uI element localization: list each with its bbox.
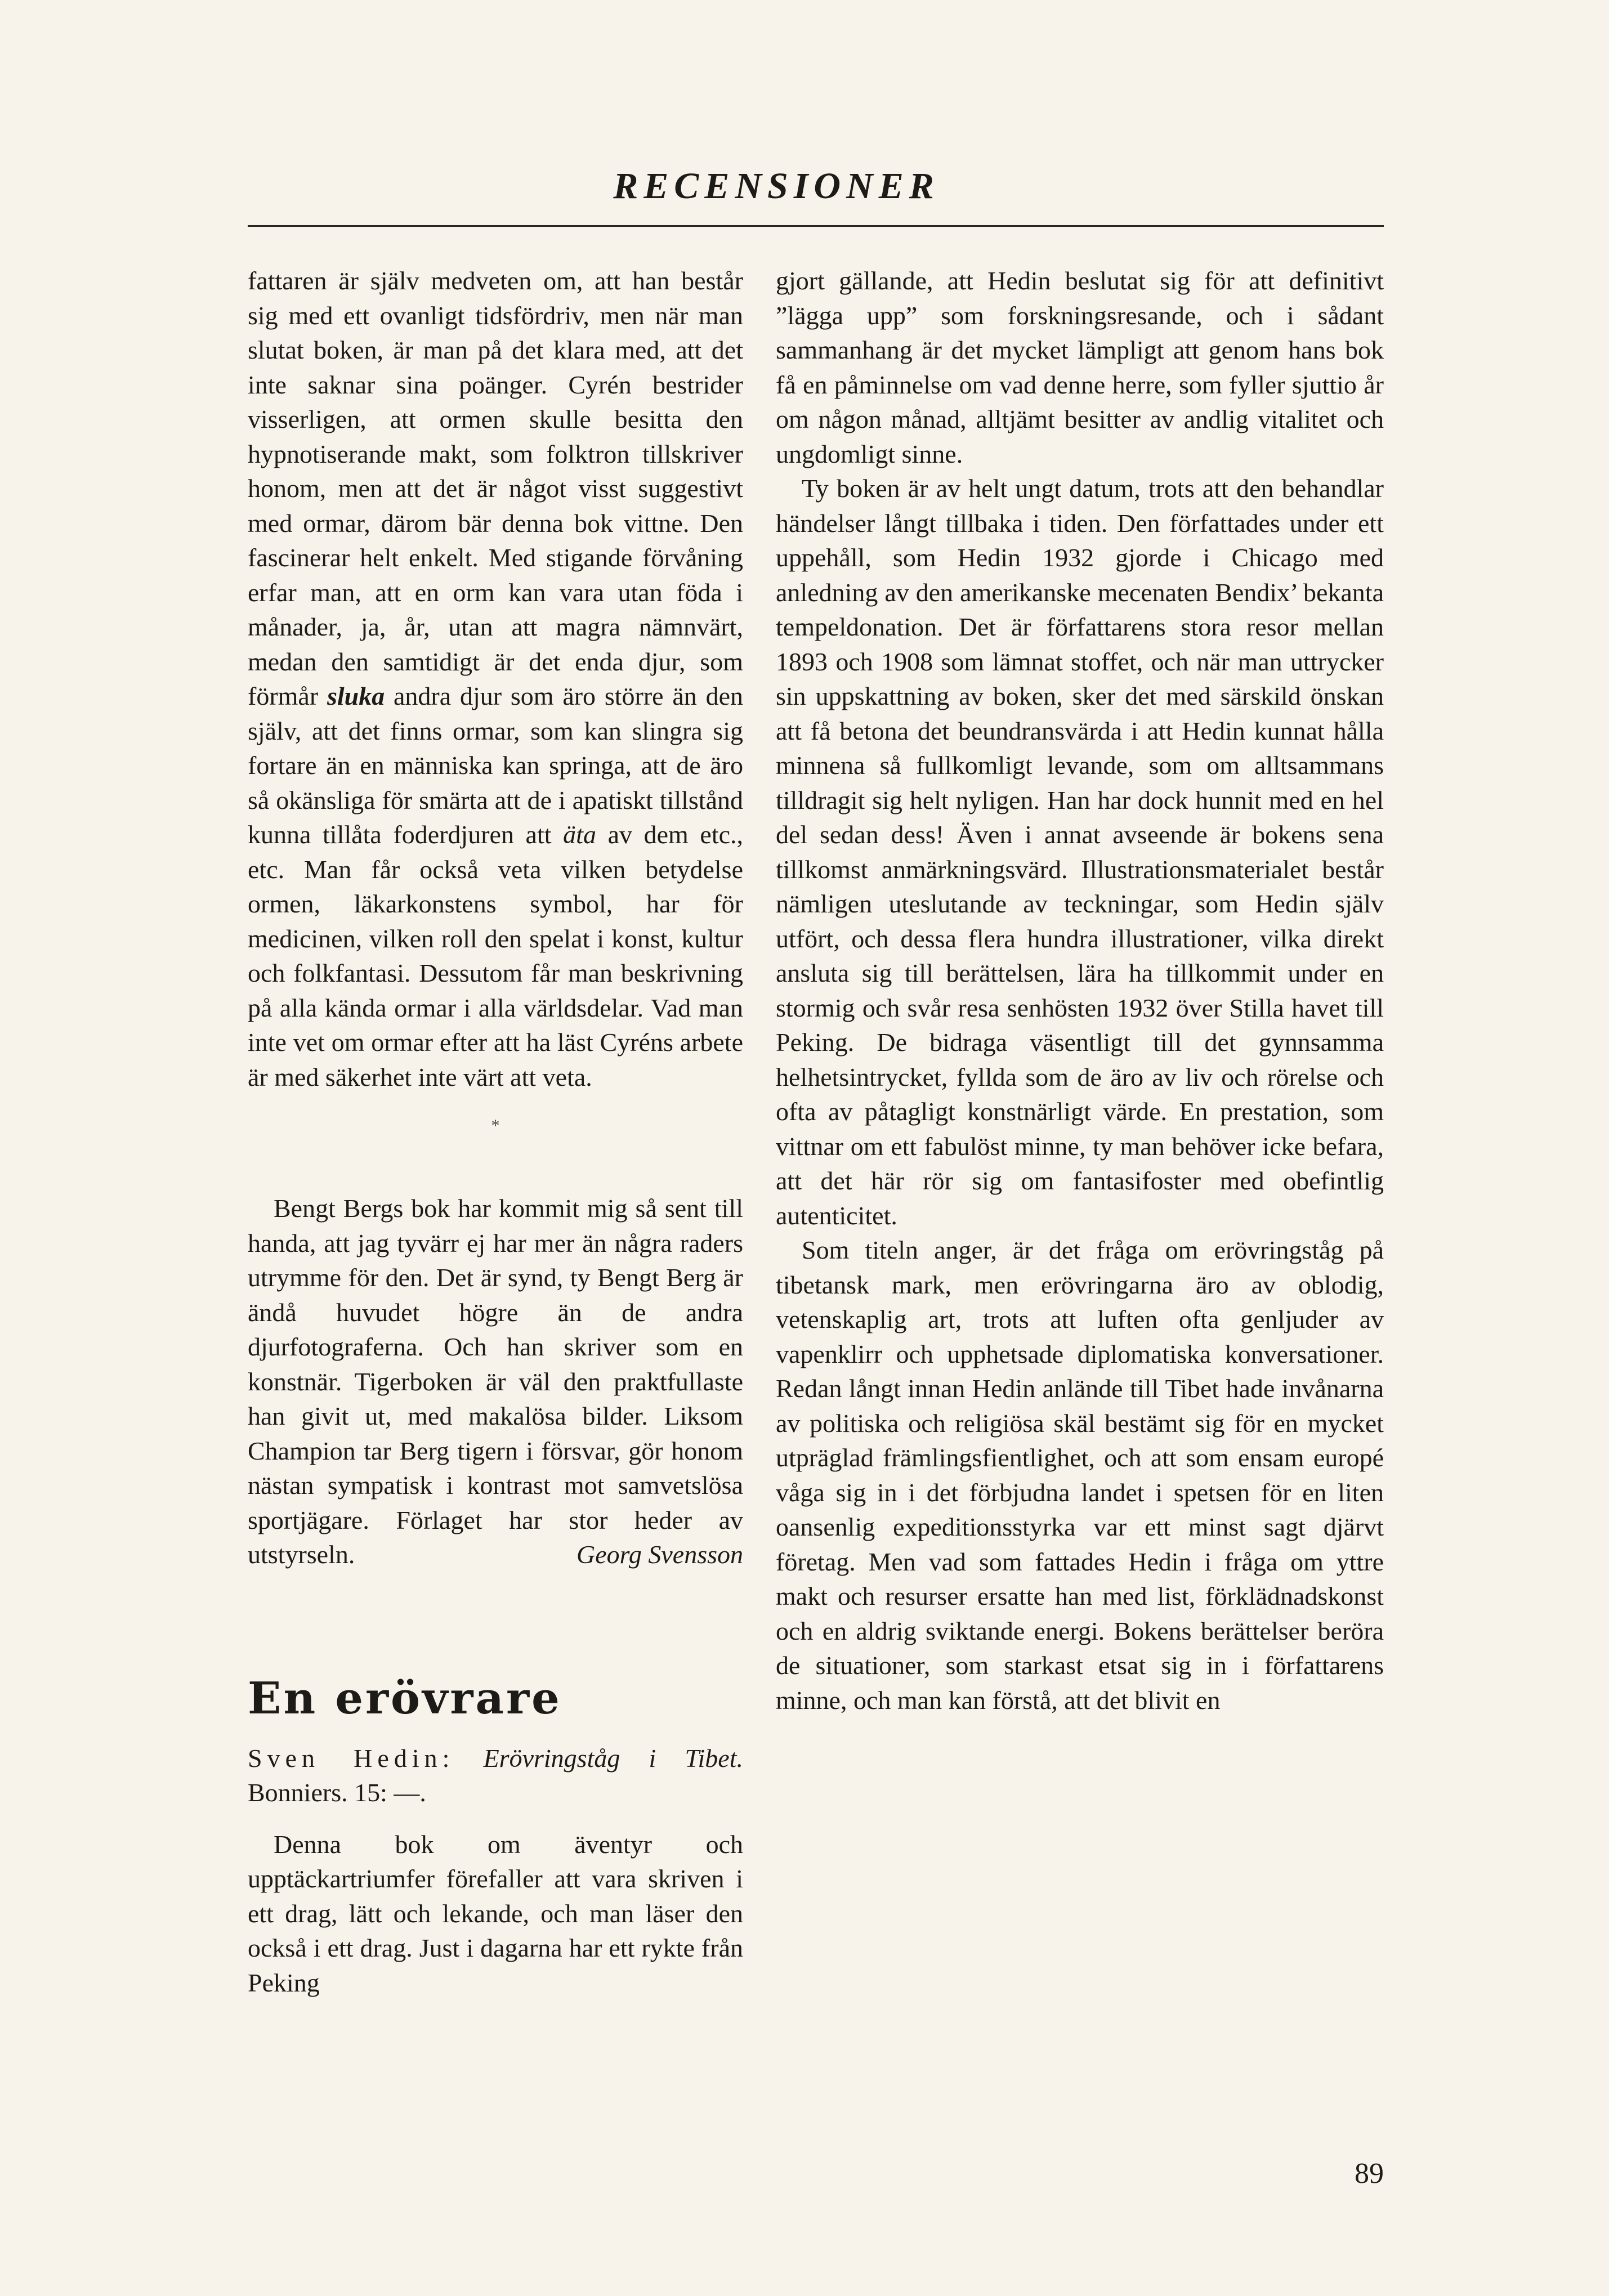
left-paragraph-1-text-a: fattaren är själv medveten om, att han består sig med ett ovanligt tidsfördriv, men när man slutat boken, är man på det klara med, att det inte saknar sina poänger. Cyrén bestrider visserligen, att ormen skulle besitta den hypnotiserande makt, som folktron tillskriver honom, men att det är något visst suggestivt med ormar, därom bär denna bok vittne. Den fascinerar helt enkelt. Med stigande förvåning erfar man, att en orm kan vara utan föda i månader, ja, år, utan att magra nämnvärt, medan den samtidigt är det enda djur, som förmår — [248, 266, 743, 710]
running-head: RECENSIONER — [613, 165, 940, 207]
right-paragraph-1: gjort gällande, att Hedin beslutat sig för att definitivt ”lägga upp” som forskningsresande, och i sådant sammanhang är det mycket lämpligt att genom hans bok få en påminnelse om vad denne herre, som fyller sjuttio år om någon månad, alltjämt besitter av andlig vitalitet och ungdomligt sinne. — [776, 266, 1384, 468]
left-paragraph-3: Denna bok om äventyr och upptäckartriumfer förefaller att vara skriven i ett drag, lätt och lekande, och man läser den också i ett drag. Just i dagarna har ett rykte från Peking — [248, 1829, 743, 1997]
left-paragraph-1-text-b: andra djur som äro större än den själv, att det finns ormar, som kan slingra sig fortare än en människa kan springa, att de äro så okänsliga för smärta att de i apatiskt tillstånd kunna tillåta foderdjuren att — [248, 682, 743, 849]
left-paragraph-2-text: Bengt Bergs bok har kommit mig så sent till handa, att jag tyvärr ej har mer än några raders utrymme för den. Det är synd, ty Bengt Berg är ändå huvudet högre än de andra djurfotograferna. Och han skriver som en konstnär. Tigerboken är väl den praktfullaste han givit ut, med makalösa bilder. Liksom Champion tar Berg tigern i försvar, gör honom nästan sympatisk i kontrast mot samvetslösa sportjägare. Förlaget har stor heder av utstyrseln. — [248, 1194, 743, 1569]
signature-line — [551, 1537, 743, 1572]
left-paragraph-1-text-c: av dem etc., etc. Man får också veta vilken betydelse ormen, läkarkonstens symbol, har för medicinen, vilken roll den spelat i konst, kultur och folkfantasi. Dessutom får man beskrivning på alla kända ormar i alla världsdelar. Vad man inte vet om ormar efter att ha läst Cyréns arbete är med säkerhet inte värt att veta. — [248, 820, 744, 1091]
right-paragraph-2: Ty boken är av helt ungt datum, trots att den behandlar händelser långt tillbaka i tiden. Den författades under ett uppehåll, som Hedin 1932 gjorde i Chicago med anledning av den amerikanske mecenaten Bendix’ bekanta tempeldonation. Det är författarens stora resor mellan 1893 och 1908 som lämnat stoffet, och när man uttrycker sin uppskattning av boken, sker det med särskild önskan att få betona det beundransvärda i att Hedin kunnat hålla minnena så fullkomligt levande, som om alltsammans tilldragit sig helt nyligen. Han har dock hunnit med en hel del sedan dess! Även i annat avseende är bokens sena tillkomst anmärkningsvärd. Illustrationsmaterialet består nämligen uteslutande av teckningar, som Hedin själv utfört, och dessa flera hundra illustrationer, vilka direkt ansluta sig till berättelsen, lära ha tillkommit under en stormig och svår resa senhösten 1932 över Stilla havet till Peking. De bidraga väsentligt till det gynnsamma helhetsintrycket, fyllda som de äro av liv och rörelse och ofta av påtagligt konstnärligt värde. En prestation, som vittnar om ett fabulöst minne, ty man behöver icke befara, att det här rör sig om fantasifoster med obefintlig autenticitet. — [776, 474, 1384, 1230]
left-paragraph-1-emphasis-sluka: sluka — [327, 682, 385, 710]
left-paragraph-1-emphasis-ata: äta — [563, 820, 596, 849]
right-paragraph-3: Som titeln anger, är det fråga om erövringståg på tibetansk mark, men erövringarna äro av oblodig, vetenskaplig art, trots att luften ofta genljuder av vapenklirr och upphetsade diplomatiska konversationer. Redan långt innan Hedin anlände till Tibet hade invånarna av politiska och religiösa skäl bestämt sig för en mycket utpräglad främlingsfientlighet, och att som ensam europé våga sig in i det förbjudna landet i spetsen för en liten oansenlig expeditionsstyrka var ett minst sagt djärvt företag. Men vad som fattades Hedin i fråga om yttre makt och resurser ersatte han med list, förklädnadskonst och en aldrig sviktande energi. Bokens berättelser beröra de situationer, som starkast etsat sig in i författarens minne, och man kan förstå, att det blivit en — [776, 1236, 1384, 1715]
section-heading: En erövrare — [248, 1672, 562, 1724]
left-paragraph-2 — [248, 1191, 743, 1572]
page-number: 89 — [1355, 2158, 1384, 2190]
book-title: Erövringståg i Tibet. — [483, 1743, 743, 1773]
book-author: Sven Hedin: — [248, 1743, 455, 1773]
review-signature: Georg Svensson — [576, 1540, 743, 1569]
section-asterism: * — [491, 1116, 500, 1135]
header-rule — [248, 225, 1384, 227]
book-publisher: Bonniers. 15: —. — [248, 1778, 426, 1807]
book-reference — [248, 1741, 743, 1810]
left-column — [248, 263, 743, 2000]
left-paragraph-1 — [248, 263, 743, 1094]
right-column — [776, 263, 1384, 1717]
